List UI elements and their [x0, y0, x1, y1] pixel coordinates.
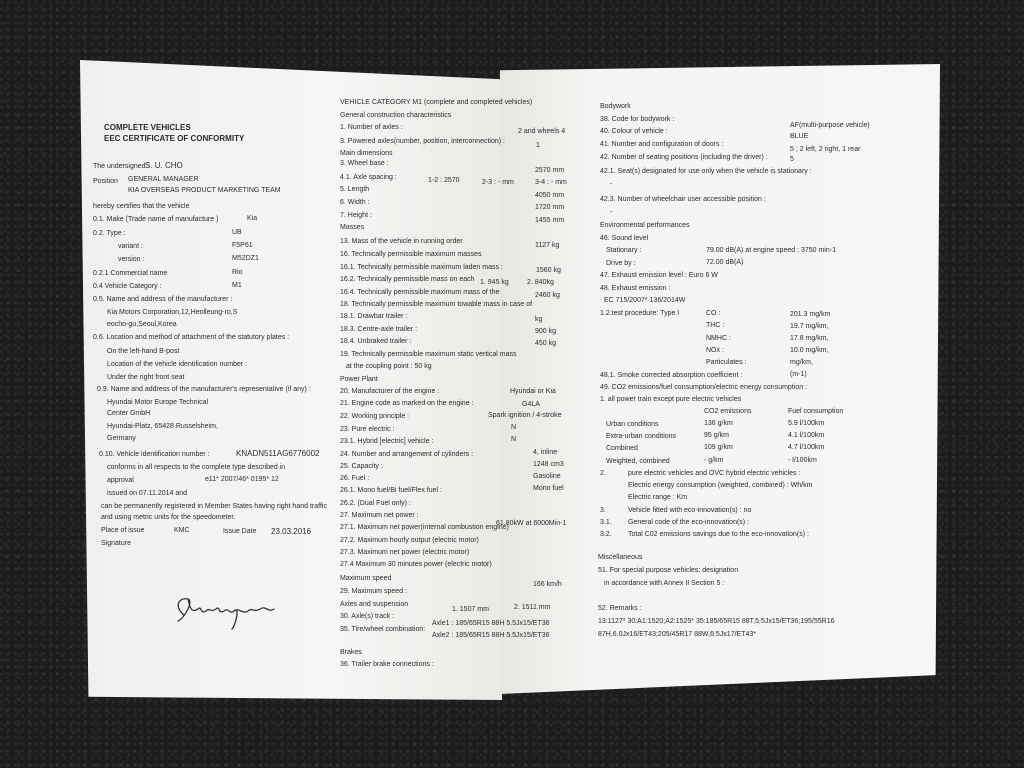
- extra-urban-fuel: 4.1 l/100km: [788, 432, 825, 439]
- environmental-heading: Environmental performances: [600, 222, 690, 229]
- powered-axles-label: 3. Powered axles(number, position, interconnection) :: [340, 138, 505, 145]
- centre-axle-value: 900 kg: [535, 328, 557, 335]
- handwritten-signature: [170, 585, 290, 635]
- annex-label: in accordance with Annex II Section 5 :: [604, 580, 725, 587]
- variant-value: F5P61: [232, 242, 253, 249]
- towable-mass-label: 18. Technically permissible maximum towable mass in case of: [340, 301, 533, 308]
- urban-co2: 136 g/km: [704, 420, 733, 427]
- representative-label: 0.9. Name and address of the manufacturer's representative (if any) :: [97, 386, 311, 393]
- nmhc-label: NMHC :: [706, 335, 731, 342]
- combination-mass-label: 16.4. Technically permissible maximum mass of the: [340, 289, 500, 296]
- position-label: Position: [93, 178, 118, 185]
- thc-value: 19.7 mg/km,: [790, 323, 829, 330]
- manufacturer-label: 0.5. Name and address of the manufacturer :: [93, 296, 233, 303]
- engine-code-value: G4LA: [522, 401, 540, 408]
- miscellaneous-heading: Miscellaneous: [598, 554, 643, 561]
- trailer-brake-label: 36. Trailer brake connections :: [340, 661, 434, 668]
- type-value: UB: [232, 229, 242, 236]
- axles-label: 1. Number of axles :: [340, 124, 403, 131]
- axle-track-2: 2. 1511 mm: [514, 604, 551, 611]
- fuel-type-value: Mono fuel: [533, 485, 564, 492]
- remarks-line-2: 87H,6.0Jx16/ET43;205/45R17 88W,6.5Jx17/ET43*: [598, 631, 756, 638]
- bodywork-code-label: 38. Code for bodywork :: [600, 116, 675, 123]
- tire-axle-1: Axle1 : 185/65R15 88H 5.5Jx15/ET36: [432, 620, 550, 627]
- working-principle-label: 22. Working principle :: [340, 413, 410, 420]
- position-value-1: GENERAL MANAGER: [128, 176, 199, 183]
- electric-range-label: Electric range : Km: [628, 494, 688, 501]
- remarks-label: 52. Remarks :: [598, 605, 642, 612]
- axle-mass-1: 1. 945 kg: [480, 279, 509, 286]
- emission-level: 47. Exhaust emission level : Euro 6 W: [600, 272, 718, 279]
- drive-by-value: 72.00 dB(A): [706, 259, 744, 266]
- colour-value: BLUE: [790, 133, 809, 140]
- commercial-label: 0.2.1 Commercial name: [93, 270, 168, 277]
- length-value: 4050 mm: [535, 192, 565, 199]
- eco-code-label: General code of the eco-innovation(s) :: [628, 519, 750, 526]
- axle-spacing-2: 2-3 : - mm: [482, 179, 514, 186]
- hourly-output-label: 27.2. Maximum hourly output (electric motor): [340, 537, 479, 544]
- approval-label: approval: [107, 477, 134, 484]
- signature-label: Signature: [101, 540, 131, 547]
- fuel-column-header: Fuel consumption: [788, 408, 844, 415]
- axle-spacing-3: 3-4 : - mm: [535, 179, 567, 186]
- extra-urban-label: Extra-urban conditions: [606, 433, 677, 440]
- hybrid-label: 23.1. Hybrid [electric] vehicle :: [340, 438, 434, 445]
- variant-label: variant :: [118, 243, 143, 250]
- laden-mass-label: 16.1. Technically permissible maximum laden mass :: [340, 264, 503, 271]
- make-value: Kia: [247, 215, 258, 222]
- urban-fuel: 5.9 l/100km: [788, 420, 825, 427]
- axles-suspension-heading: Axles and suspension: [340, 601, 409, 608]
- axle-mass-2: 2. 840kg: [527, 279, 554, 286]
- general-construction: General construction characteristics: [340, 112, 452, 119]
- combined-fuel: 4.7 l/100km: [788, 444, 825, 451]
- axles-value: 2 and wheels 4: [518, 128, 566, 135]
- axle-mass-label: 16.2. Technically permissible mass on each: [340, 276, 475, 283]
- fuel-value: Gasoline: [533, 473, 561, 480]
- cylinders-label: 24. Number and arrangement of cylinders :: [340, 451, 474, 458]
- manufacturer-line-1: Kia Motors Corporation,12,Heolleung-ro,S: [107, 309, 238, 316]
- issued-text: issued on 07.11.2014 and: [107, 490, 188, 497]
- conforms-text: conforms in all respects to the complete type described in: [107, 464, 286, 471]
- stationary-label: Stationary :: [606, 247, 642, 254]
- commercial-value: Rio: [232, 269, 243, 276]
- max-speed-heading: Maximum speed: [340, 575, 392, 582]
- item-3-1-number: 3.1.: [600, 519, 612, 526]
- wheel-base-value: 2570 mm: [535, 167, 565, 174]
- urban-label: Urban conditions: [606, 421, 659, 428]
- category-value: M1: [232, 282, 242, 289]
- dual-fuel-label: 26.2. (Dual Fuel only) :: [340, 500, 411, 507]
- energy-consumption-label: Electric energy consumption (weighted, combined) : Wh/km: [628, 482, 813, 489]
- doors-value: 5 ; 2 left, 2 right, 1 rear: [790, 146, 861, 153]
- drive-by-label: Drive by :: [606, 260, 636, 267]
- weighted-label: Weighted, combined: [606, 458, 670, 465]
- unbraked-label: 18.4. Unbraked trailer :: [340, 338, 412, 345]
- cylinders-value: 4, inline: [533, 449, 558, 456]
- weighted-fuel: - l/100km: [788, 457, 817, 464]
- date-value: 23.03.2016: [271, 527, 312, 536]
- co2-savings-label: Total C02 emissions savings due to the eco-innovation(s) :: [628, 531, 809, 538]
- running-mass-label: 13. Mass of the vehicle in running order: [340, 238, 463, 245]
- coupling-point: at the coupling point : 50 kg: [346, 363, 432, 370]
- particulates-value: mg/km,: [790, 359, 813, 366]
- tire-combination-label: 35. Tire/wheel combination:: [340, 626, 426, 633]
- max-masses-label: 16. Technically permissible maximum masses: [340, 251, 482, 258]
- smoke-value: (m-1): [790, 371, 807, 378]
- wheel-base-label: 3. Wheel base :: [340, 160, 389, 167]
- stationary-seats-label: 42.1. Seat(s) designated for use only when the vehicle is stationary :: [600, 168, 812, 175]
- hybrid-value: N: [511, 436, 517, 443]
- vin-location-label: Location of the vehicle identification number :: [107, 361, 248, 368]
- unbraked-value: 450 kg: [535, 340, 557, 347]
- particulates-label: Particulates :: [706, 359, 747, 366]
- combination-mass-value: 2460 kg: [535, 292, 560, 299]
- engine-manufacturer-value: Hyundai or Kia: [510, 388, 556, 395]
- drawbar-value: kg: [535, 316, 543, 323]
- drawbar-label: 18.1. Drawbar trailer :: [340, 313, 408, 320]
- combined-label: Combined: [606, 445, 638, 452]
- combined-co2: 109 g/km: [704, 444, 733, 451]
- electric-power-label: 27.3. Maximum net power (electric motor): [340, 549, 470, 556]
- nox-label: NOx :: [706, 347, 724, 354]
- registered-line-1: can be permanently registered in Member States having right hand traffic: [101, 503, 327, 510]
- bodywork-code-value: AF(multi-purpose vehicle): [790, 122, 870, 129]
- manufacturer-line-2: eocho-gu,Seoul,Korea: [107, 321, 177, 328]
- fuel-type-label: 26.1. Mono fuel/Bi fuel/Flex fuel :: [340, 487, 442, 494]
- ice-power-label: 27.1. Maximum net power(internal combustion engine): [340, 524, 509, 531]
- working-principle-value: Spark ignition / 4-stroke: [488, 412, 562, 419]
- pure-electric-label: 23. Pure electric :: [340, 426, 395, 433]
- vin-location-value: Under the right front seat: [107, 374, 185, 381]
- centre-axle-label: 18.3. Centre-axle trailer :: [340, 326, 418, 333]
- capacity-value: 1248 cm3: [533, 461, 564, 468]
- vertical-mass-label: 19. Technically permissible maximum static vertical mass: [340, 351, 517, 358]
- nmhc-value: 17.8 mg/km,: [790, 335, 829, 342]
- max-speed-value: 166 km/h: [533, 581, 562, 588]
- vehicle-category: VEHICLE CATEGORY M1 (complete and completed vehicles): [340, 99, 533, 106]
- regulation-ref: EC 715/2007* 136/2014W: [604, 297, 686, 304]
- co2-consumption-label: 49. CO2 emissions/fuel consumption/electric energy consumption :: [600, 384, 807, 391]
- bodywork-heading: Bodywork: [600, 103, 631, 110]
- nox-value: 10.0 mg/km,: [790, 347, 829, 354]
- tire-axle-2: Axle2 : 185/65R15 88H 5.5Jx15/ET36: [432, 632, 550, 639]
- date-label: Issue Date: [223, 528, 257, 535]
- capacity-label: 25. Capacity :: [340, 463, 383, 470]
- powered-axles-value: 1: [536, 142, 540, 149]
- ovc-label: pure electric vehicles and OVC hybrid electric vehicles :: [628, 470, 801, 477]
- laden-mass-value: 1560 kg: [536, 267, 561, 274]
- brakes-heading: Brakes: [340, 649, 362, 656]
- plates-value: On the left-hand B-post: [107, 348, 180, 355]
- height-value: 1455 mm: [535, 217, 565, 224]
- representative-line-4: Germany: [107, 435, 136, 442]
- axle-spacing-1: 1-2 : 2570: [428, 177, 460, 184]
- doc-heading: COMPLETE VEHICLES: [104, 123, 191, 132]
- doors-label: 41. Number and configuration of doors :: [600, 141, 724, 148]
- item-3-2-number: 3.2.: [600, 531, 612, 538]
- place-label: Place of issue: [101, 527, 145, 534]
- doc-subheading: EEC CERTIFICATE OF CONFORMITY: [104, 134, 245, 143]
- approval-value: e11* 2007/46* 0195* 12: [205, 476, 279, 483]
- sound-level-label: 46. Sound level: [600, 235, 649, 242]
- length-label: 5. Length: [340, 186, 370, 193]
- extra-urban-co2: 95 g/km: [704, 432, 729, 439]
- axle-track-label: 30. Axle(s) track :: [340, 613, 395, 620]
- make-label: 0.1. Make (Trade name of manufacture ): [93, 216, 219, 223]
- power-train-label: 1. all power train except pure electric vehicles: [600, 396, 742, 403]
- co2-column-header: CO2 emissions: [704, 408, 752, 415]
- representative-line-3: Hyundai-Platz, 65428 Russelsheim,: [107, 423, 218, 430]
- engine-code-label: 21. Engine code as marked on the engine :: [340, 400, 474, 407]
- registered-line-2: and using metric units for the speedometer.: [101, 514, 236, 521]
- test-procedure: 1.2.test procedure: Type I: [600, 310, 680, 317]
- width-value: 1720 mm: [535, 204, 565, 211]
- stationary-value: 79.00 dB(A) at engine speed : 3750 min-1: [706, 247, 836, 254]
- colour-label: 40. Colour of vehicle :: [600, 128, 668, 135]
- pure-electric-value: N: [511, 424, 517, 431]
- thc-label: THC :: [706, 322, 725, 329]
- co-value: 201.3 mg/km: [790, 311, 831, 318]
- weighted-co2: - g/km: [704, 457, 724, 464]
- power-plant-heading: Power Plant: [340, 376, 378, 383]
- vin-value: KNADN511AG6776002: [236, 449, 320, 458]
- representative-line-2: Center GmbH: [107, 410, 151, 417]
- wheelchair-value: -: [610, 209, 613, 216]
- special-purpose-label: 51. For special purpose vehicles: designation: [598, 567, 739, 574]
- masses-heading: Masses: [340, 224, 365, 231]
- axle-track-1: 1. 1507 mm: [452, 606, 489, 613]
- item-3-number: 3.: [600, 507, 606, 514]
- type-label: 0.2. Type :: [93, 230, 126, 237]
- wheelchair-label: 42.3. Number of wheelchair user accessible position :: [600, 196, 766, 203]
- max-net-power-label: 27. Maximum net power :: [340, 512, 419, 519]
- category-label: 0.4 Vehicle Category :: [93, 283, 162, 290]
- version-label: version :: [118, 256, 145, 263]
- max-speed-label: 29. Maximum speed :: [340, 588, 407, 595]
- smoke-label: 48.1. Smoke corrected absorption coefficient :: [600, 372, 743, 379]
- running-mass-value: 1127 kg: [535, 242, 560, 249]
- width-label: 6. Width :: [340, 199, 370, 206]
- axle-spacing-label: 4.1. Axle spacing :: [340, 174, 397, 181]
- ice-power-value: 61.80kW at 6000Min-1: [496, 520, 567, 527]
- vin-label: 0.10. Vehicle identification number :: [99, 451, 210, 458]
- engine-manufacturer-label: 20. Manufacturer of the engine :: [340, 388, 440, 395]
- undersigned-name: S. U. CHO: [145, 161, 183, 170]
- stationary-seats-value: -: [610, 181, 613, 188]
- item-2-number: 2.: [600, 470, 606, 477]
- co-label: CO :: [706, 310, 721, 317]
- place-value: KMC: [174, 527, 190, 534]
- seating-value: 5: [790, 156, 794, 163]
- exhaust-emission-label: 48. Exhaust emission :: [600, 285, 671, 292]
- eco-innovation-label: Vehicle fitted with eco-innovation(s) : no: [628, 507, 752, 514]
- height-label: 7. Height :: [340, 212, 372, 219]
- seating-label: 42. Number of seating positions (including the driver) :: [600, 154, 768, 161]
- representative-line-1: Hyundai Motor Europe Technical: [107, 399, 209, 406]
- remarks-line-1: 13:1127* 30:A1:1520;A2:1525* 35:185/65R15 88T,5.5Jx15/ET36;195/55R16: [598, 618, 835, 625]
- hereby-text: hereby certifies that the vehicle: [93, 203, 190, 210]
- thirty-min-power-label: 27.4 Maximum 30 minutes power (electric motor): [340, 561, 492, 568]
- undersigned-label: The undersigned: [93, 163, 146, 170]
- position-value-2: KIA OVERSEAS PRODUCT MARKETING TEAM: [128, 187, 281, 194]
- fuel-label: 26. Fuel :: [340, 475, 370, 482]
- version-value: M52DZ1: [232, 255, 259, 262]
- main-dimensions: Main dimensions: [340, 150, 393, 157]
- plates-label: 0.6. Location and method of attachment of the statutory plates :: [93, 334, 290, 341]
